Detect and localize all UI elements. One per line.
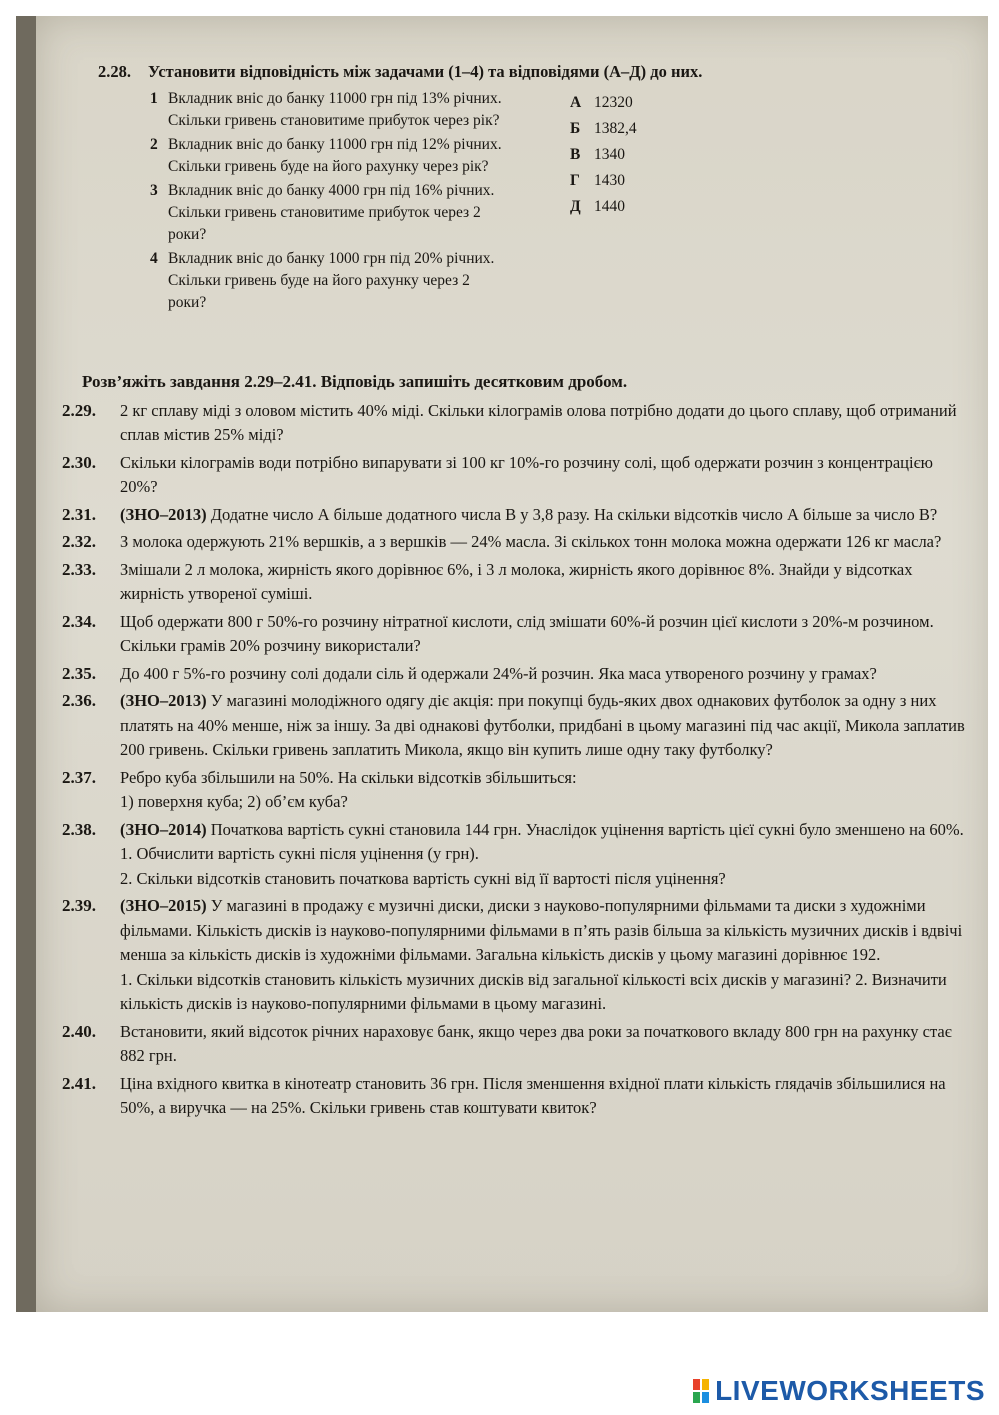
book-page <box>36 16 988 1312</box>
problem-number: 2.36. <box>62 691 96 710</box>
answer-value: 1430 <box>594 172 625 189</box>
liveworksheets-logo <box>693 1376 985 1406</box>
matching-answers <box>570 90 690 220</box>
problem-text: Додатне число А більше додатного числа В у 3,8 разу. На скільки відсотків число А більше за число В? <box>210 504 938 524</box>
page-content <box>62 60 972 1124</box>
problem-2-28 <box>62 60 972 360</box>
problem-number: 2.31. <box>62 504 96 524</box>
exam-tag: (ЗНО–2013) <box>120 504 207 524</box>
problem-text: Ребро куба збільшили на 50%. На скільки відсотків збільшиться: <box>120 767 577 787</box>
problem-list <box>62 399 972 1121</box>
problem-number: 2.28. <box>98 62 131 81</box>
answer-option <box>570 116 690 142</box>
problem-2-33 <box>62 558 972 607</box>
answer-option <box>570 194 690 220</box>
problem-number: 2.41. <box>62 1073 96 1093</box>
liveworksheets-icon <box>693 1379 709 1403</box>
task-number: 1 <box>150 90 158 107</box>
problem-body <box>120 399 972 448</box>
problem-body <box>120 1072 972 1121</box>
problem-2-31 <box>62 503 972 528</box>
problem-number: 2.40. <box>62 1021 96 1041</box>
problem-2-28-heading <box>98 60 972 85</box>
problem-subquestion: 2. Скільки відсотків становить початкова вартість сукні від її вартості після уцінення? <box>120 868 726 888</box>
problem-2-40 <box>62 1020 972 1069</box>
problem-body <box>120 451 972 500</box>
problem-text: Ціна вхідного квитка в кінотеатр становить 36 грн. Після зменшення вхідної плати кількість глядачів збільшилися на 50%, а виручка — на 25%. Скільки гривень став коштувати квиток? <box>120 1073 946 1117</box>
answer-letter: Г <box>570 172 580 189</box>
answer-option <box>570 90 690 116</box>
problem-2-41 <box>62 1072 972 1121</box>
problem-number: 2.39. <box>62 896 96 915</box>
problem-number: 2.33. <box>62 559 96 579</box>
matching-task <box>150 180 510 246</box>
problem-body <box>120 610 972 659</box>
matching-tasks <box>150 88 510 316</box>
brand-name: LIVEWORKSHEETS <box>715 1375 985 1406</box>
problem-text: У магазині молодіжного одягу діє акція: при покупці будь-яких двох однакових футболок за одну з них платять на 40% менше, ніж за іншу. За дві однакові футболки, придбані в цьому магазині під час акції, Микола заплатив 200 гривень. Скільки гривень заплатить Микола, якщо він купить лише одну таку футболку? <box>120 691 965 759</box>
answer-value: 12320 <box>594 94 633 111</box>
problem-number: 2.30. <box>62 452 96 472</box>
problem-subquestion: 1. Обчислити вартість сукні після уцінення (у грн). <box>120 844 479 863</box>
task-text: Вкладник вніс до банку 4000 грн під 16% річних. Скільки гривень становитиме прибуток через 2 роки? <box>168 182 495 243</box>
problem-2-38 <box>62 818 972 892</box>
problem-body <box>120 894 972 1017</box>
problem-text: У магазині в продажу є музичні диски, диски з науково-популярними фільмами та диски з художніми фільмами. Кількість дисків із науково-популярними фільмами в п’ять разів більша за кількість музичних дисків і вдвічі менша за кількість дисків із художніми фільмами. Загальна кількість дисків у цьому магазині дорівнює 192. <box>120 896 963 964</box>
problem-number: 2.32. <box>62 532 96 551</box>
section-instruction: Розв’яжіть завдання 2.29–2.41. Відповідь запишіть десятковим дробом. <box>82 372 628 391</box>
matching-task <box>150 88 510 132</box>
task-number: 4 <box>150 250 158 267</box>
task-number: 3 <box>150 182 158 199</box>
problem-2-39 <box>62 894 972 1017</box>
answer-letter: Д <box>570 198 581 215</box>
problem-body <box>120 766 972 815</box>
problem-number: 2.29. <box>62 400 96 420</box>
problem-2-36 <box>62 689 972 763</box>
problem-text: До 400 г 5%-го розчину солі додали сіль й одержали 24%-й розчин. Яка маса утвореного розчину у грамах? <box>120 663 877 683</box>
problem-body <box>120 818 972 892</box>
exam-tag: (ЗНО–2013) <box>120 691 207 710</box>
task-text: Вкладник вніс до банку 11000 грн під 13% річних. Скільки гривень становитиме прибуток через рік? <box>168 90 502 129</box>
problem-body <box>120 503 972 528</box>
answer-value: 1340 <box>594 146 625 163</box>
problem-text: Змішали 2 л молока, жирність якого дорівнює 6%, і 3 л молока, жирність якого дорівнює 8%. Знайди у відсотках жирність утвореної суміші. <box>120 559 913 603</box>
problem-2-35 <box>62 662 972 687</box>
task-number: 2 <box>150 136 158 153</box>
matching-task <box>150 248 510 314</box>
problem-body <box>120 662 972 687</box>
problem-text: Встановити, який відсоток річних нараховує банк, якщо через два роки за початкового вкладу 800 грн на рахунку стає 882 грн. <box>120 1021 952 1065</box>
exam-tag: (ЗНО–2015) <box>120 896 207 915</box>
problem-body <box>120 1020 972 1069</box>
task-text: Вкладник вніс до банку 11000 грн під 12% річних. Скільки гривень буде на його рахунку через рік? <box>168 136 502 175</box>
problem-2-32 <box>62 530 972 555</box>
answer-letter: Б <box>570 120 581 137</box>
problem-number: 2.37. <box>62 767 96 787</box>
problem-2-28-title: Установити відповідність між задачами (1–4) та відповідями (А–Д) до них. <box>148 62 703 81</box>
problem-text: З молока одержують 21% вершків, а з вершків — 24% масла. Зі скількох тонн молока можна одержати 126 кг масла? <box>120 532 942 551</box>
problem-subquestion: 1) поверхня куба; 2) об’єм куба? <box>120 792 348 811</box>
answer-option <box>570 168 690 194</box>
problem-text: Скільки кілограмів води потрібно випарувати зі 100 кг 10%-го розчину солі, щоб одержати розчин з концентрацією 20%? <box>120 452 933 496</box>
answer-letter: А <box>570 94 582 111</box>
answer-letter: В <box>570 146 581 163</box>
worksheet-photo <box>16 16 988 1312</box>
answer-option <box>570 142 690 168</box>
problem-number: 2.38. <box>62 819 96 839</box>
problem-text: Початкова вартість сукні становила 144 грн. Унаслідок уцінення вартість цієї сукні було зменшено на 60%. <box>210 819 964 839</box>
problem-text: 2 кг сплаву міді з оловом містить 40% міді. Скільки кілограмів олова потрібно додати до цього сплаву, щоб отриманий сплав містив 25% міді? <box>120 400 957 444</box>
task-text: Вкладник вніс до банку 1000 грн під 20% річних. Скільки гривень буде на його рахунку через 2 роки? <box>168 250 495 311</box>
problem-subquestion: 1. Скільки відсотків становить кількість музичних дисків від загальної кількості всіх дисків у магазині? 2. Визначити кількість дисків із науково-популярними фільмами в цьому магазині. <box>120 969 947 1013</box>
problem-body <box>120 530 972 555</box>
matching-task <box>150 134 510 178</box>
problem-number: 2.35. <box>62 663 96 683</box>
problem-2-30 <box>62 451 972 500</box>
problem-2-29 <box>62 399 972 448</box>
answer-value: 1440 <box>594 198 625 215</box>
problem-2-34 <box>62 610 972 659</box>
exam-tag: (ЗНО–2014) <box>120 819 207 839</box>
problem-text: Щоб одержати 800 г 50%-го розчину нітратної кислоти, слід змішати 60%-й розчин цієї кислоти з 20%-м розчином. Скільки грамів 20% розчину використали? <box>120 611 934 655</box>
problem-body <box>120 689 972 763</box>
problem-body <box>120 558 972 607</box>
answer-value: 1382,4 <box>594 120 637 137</box>
problem-number: 2.34. <box>62 611 96 631</box>
problem-2-37 <box>62 766 972 815</box>
